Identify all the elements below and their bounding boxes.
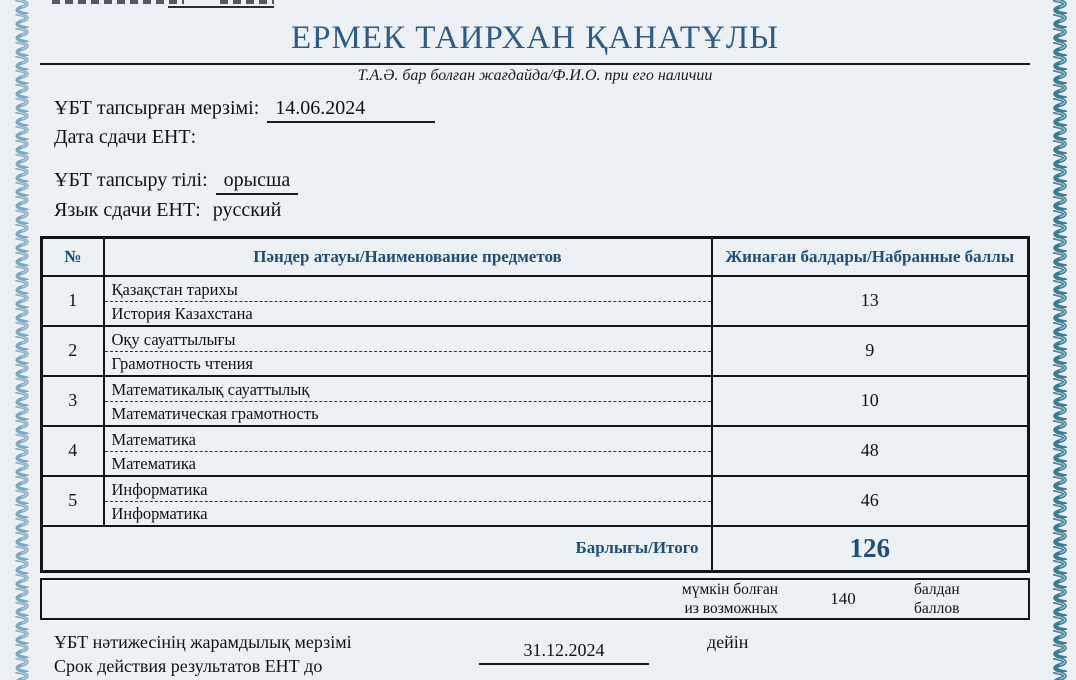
clipped-text-fragment: [52, 0, 184, 4]
validity-label-kk: ҰБТ нәтижесінің жарамдылық мерзімі: [54, 632, 352, 652]
certificate-body: [40, 0, 1030, 679]
clipped-text-underline: [168, 6, 274, 8]
total-score: 126: [712, 526, 1029, 572]
label-language-kk: ҰБТ тапсыру тілі:: [54, 169, 208, 191]
row-number: 1: [42, 276, 104, 326]
table-row: [42, 276, 1029, 326]
subject-ru: Информатика: [111, 503, 208, 523]
row-score: 48: [712, 426, 1029, 476]
possible-unit-ru: баллов: [914, 600, 960, 617]
results-table: [40, 236, 1030, 573]
clipped-text-fragment: [220, 0, 274, 4]
field-language-ru: [54, 199, 1030, 222]
header-subject: Пәндер атауы/Наименование предметов: [104, 238, 712, 276]
decorative-rope-border-right: [1046, 0, 1072, 680]
subject-kk: Математикалық сауаттылық: [105, 377, 711, 402]
header-score: Жинаған балдары/Набранные баллы: [712, 238, 1029, 276]
field-test-date-ru: [54, 126, 1030, 149]
table-row: [42, 476, 1029, 526]
possible-score: 140: [830, 589, 856, 608]
subject-ru: Грамотность чтения: [111, 353, 254, 373]
subject-ru: История Казахстана: [111, 303, 253, 323]
validity-section: [40, 630, 1030, 679]
table-row: [42, 326, 1029, 376]
validity-suffix-kk: дейін: [707, 632, 749, 652]
subject-kk: Математика: [105, 427, 711, 452]
possible-label-ru: из возможных: [684, 600, 778, 617]
clipped-top-text: [40, 0, 1030, 10]
possible-label-kk: мүмкін болған: [681, 580, 778, 598]
row-score: 9: [712, 326, 1029, 376]
max-possible-row: [40, 578, 1030, 620]
validity-label-ru: Срок действия результатов ЕНТ до: [54, 656, 323, 677]
table-row: [42, 376, 1029, 426]
row-score: 13: [712, 276, 1029, 326]
validity-date: 31.12.2024: [479, 638, 649, 665]
decorative-rope-border-left: [10, 0, 34, 680]
subject-kk: Қазақстан тарихы: [105, 277, 711, 302]
row-score: 10: [712, 376, 1029, 426]
language-value-kk: орысша: [216, 169, 298, 195]
row-number: 3: [42, 376, 104, 426]
table-row: [42, 426, 1029, 476]
test-date-value: 14.06.2024: [267, 97, 435, 123]
student-name: ЕРМЕК ТАИРХАН ҚАНАТҰЛЫ: [291, 20, 779, 56]
subject-ru: Математическая грамотность: [111, 403, 319, 423]
row-number: 2: [42, 326, 104, 376]
possible-unit-kk: балдан: [914, 580, 960, 598]
language-value-ru: русский: [212, 199, 282, 221]
name-caption: Т.А.Ә. бар болған жағдайда/Ф.И.О. при его наличии: [357, 67, 713, 84]
row-number: 4: [42, 426, 104, 476]
label-language-ru: Язык сдачи ЕНТ:: [54, 199, 201, 221]
form-fields: [54, 97, 1030, 222]
subject-kk: Информатика: [105, 477, 711, 502]
label-test-date-ru: Дата сдачи ЕНТ:: [54, 126, 197, 148]
total-label: Барлығы/Итого: [42, 526, 712, 572]
name-underline-rule: [40, 63, 1030, 65]
field-test-date-kk: [54, 97, 1030, 123]
subject-ru: Математика: [111, 453, 196, 473]
field-language-kk: [54, 169, 1030, 195]
label-test-date-kk: ҰБТ тапсырған мерзімі:: [54, 97, 260, 119]
total-row: [42, 526, 1029, 572]
row-number: 5: [42, 476, 104, 526]
row-score: 46: [712, 476, 1029, 526]
table-header-row: [42, 238, 1029, 276]
subject-kk: Оқу сауаттылығы: [105, 327, 711, 352]
header-num: №: [42, 238, 104, 276]
